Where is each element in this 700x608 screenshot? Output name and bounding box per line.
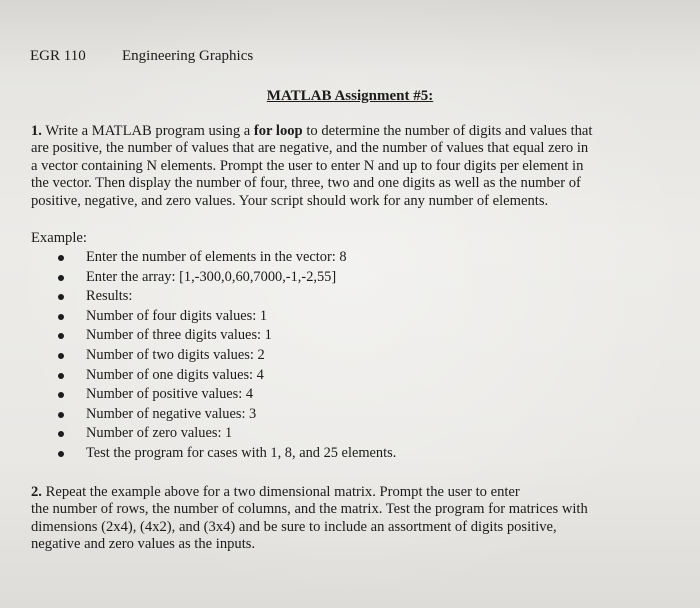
- list-item-text: Number of four digits values: 1: [86, 307, 268, 324]
- bullet-icon: [58, 392, 64, 398]
- course-code: EGR 110: [30, 48, 86, 64]
- list-item-text: Number of negative values: 3: [86, 405, 257, 422]
- bullet-icon: [58, 314, 64, 320]
- problem-1-line: are positive, the number of values that are negative, and the number of values that equal zero in: [31, 140, 589, 157]
- list-item: [58, 444, 396, 464]
- bullet-icon: [58, 275, 64, 281]
- problem-1-line: a vector containing N elements. Prompt the user to enter N and up to four digits per element in: [31, 157, 584, 174]
- problem-1-line: positive, negative, and zero values. Your script should work for any number of elements.: [31, 192, 549, 209]
- bullet-icon: [58, 431, 64, 437]
- list-item-text: Number of zero values: 1: [86, 425, 233, 442]
- problem-1-intro: Write a MATLAB program using a: [45, 123, 254, 139]
- bullet-icon: [58, 412, 64, 418]
- list-item: [58, 424, 396, 444]
- bullet-icon: [58, 333, 64, 339]
- list-item-text: Results:: [86, 288, 133, 305]
- list-item: [58, 346, 396, 366]
- bullet-icon: [58, 451, 64, 457]
- list-item-text: Enter the number of elements in the vector: 8: [86, 249, 347, 265]
- list-item: [58, 366, 396, 386]
- bullet-icon: [58, 294, 64, 300]
- list-item: [58, 385, 396, 405]
- problem-2-line: dimensions (2x4), (4x2), and (3x4) and be sure to include an assortment of digits positive,: [31, 518, 557, 535]
- problem-1-keyword: for loop: [253, 123, 303, 139]
- bullet-icon: [58, 353, 64, 359]
- bullet-icon: [58, 255, 64, 261]
- list-item-text: Enter the array: [1,-300,0,60,7000,-1,-2,55]: [86, 268, 337, 285]
- list-item-text: Number of three digits values: 1: [86, 327, 272, 344]
- list-item: [58, 268, 396, 288]
- list-item: [58, 326, 396, 346]
- example-bullet-list: [58, 248, 396, 464]
- list-item: [58, 248, 396, 268]
- assignment-title: MATLAB Assignment #5:: [266, 88, 434, 104]
- problem-1-number: 1.: [31, 123, 42, 139]
- list-item: [58, 287, 396, 307]
- problem-2-number: 2.: [31, 484, 42, 500]
- list-item-text: Number of positive values: 4: [86, 386, 254, 403]
- list-item-text: Number of one digits values: 4: [86, 366, 264, 383]
- course-subject: Engineering Graphics: [122, 48, 254, 64]
- problem-1-line: the vector. Then display the number of four, three, two and one digits as well as the number of: [31, 175, 581, 192]
- problem-1-line: to determine the number of digits and values that: [302, 123, 593, 139]
- problem-2-line: negative and zero values as the inputs.: [31, 536, 256, 553]
- document-header: [30, 48, 253, 65]
- list-item: [58, 405, 396, 425]
- list-item-text: Test the program for cases with 1, 8, and 25 elements.: [86, 444, 397, 461]
- problem-1: [31, 123, 663, 210]
- problem-2-line: Repeat the example above for a two dimensional matrix. Prompt the user to enter: [41, 484, 520, 500]
- bullet-icon: [58, 373, 64, 379]
- list-item: [58, 307, 396, 327]
- list-item-text: Number of two digits values: 2: [86, 346, 265, 363]
- problem-2: [31, 484, 663, 554]
- example-label: Example:: [31, 230, 87, 246]
- problem-2-line: the number of rows, the number of columns, and the matrix. Test the program for matrices with: [31, 501, 588, 518]
